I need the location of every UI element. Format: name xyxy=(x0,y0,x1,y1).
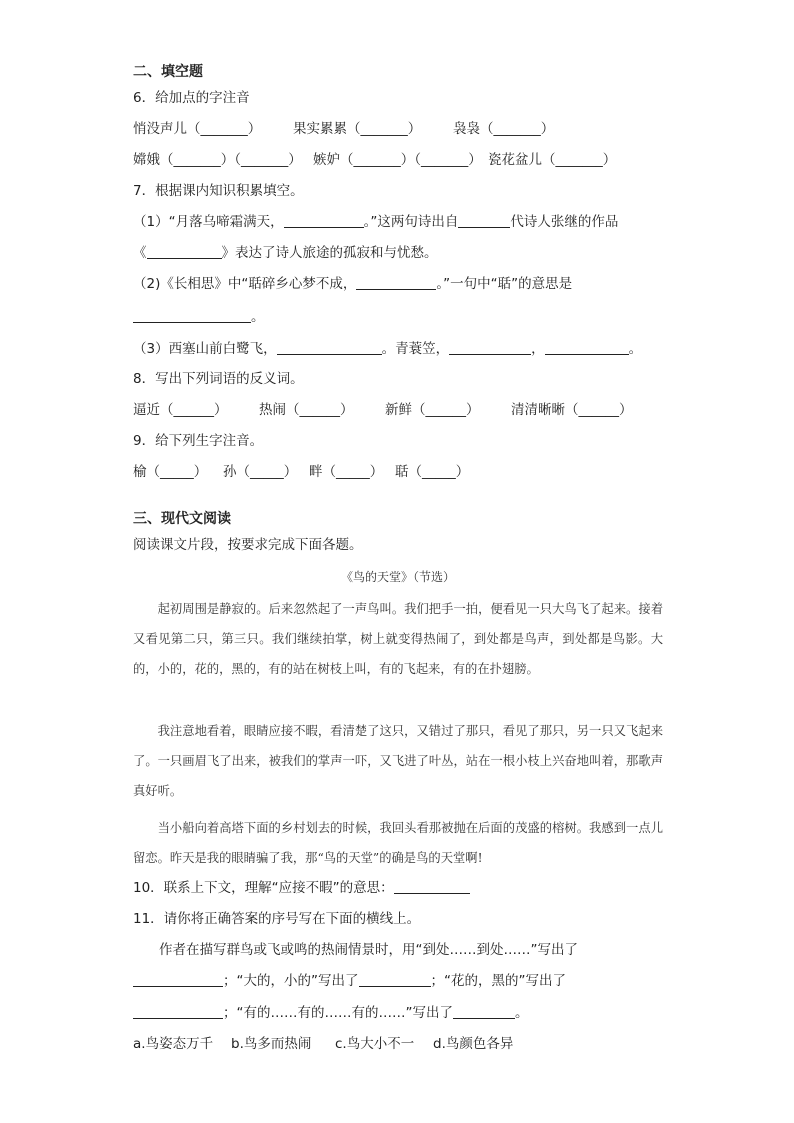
answer-blank[interactable] xyxy=(453,1004,515,1019)
answer-blank[interactable] xyxy=(458,213,510,228)
passage-title: 《鸟的天堂》（节选） xyxy=(340,570,455,584)
q8-item: 新鲜（______） xyxy=(385,402,480,418)
passage-text: 起初周围是静寂的。后来忽然起了一声鸟叫。我们把手一拍，便看见一只大鸟飞了起来。接着又看见第二只，第三只。我们继续拍掌，树上就变得热闹了，到处都是鸟声，到处都是鸟影。大的，小的，花的，黑的，有的站在树枝上叫，有的飞起来，有的在扑翅膀。 xyxy=(133,602,663,676)
q6-item: 嫉妒（_______）（_______） xyxy=(313,152,482,168)
q9-item: 孙（_____） xyxy=(223,464,298,480)
passage-paragraph-1 xyxy=(133,594,663,684)
q9-item: 聒（_____） xyxy=(395,464,470,480)
q6-item: 嫦娥（_______）（_______） xyxy=(133,152,302,168)
question-9-stem: 9．给下列生字注音。 xyxy=(133,433,264,449)
section-title-fill-in: 二、填空题 xyxy=(133,64,203,80)
passage-text: 我注意地看着，眼睛应接不暇，看清楚了这只，又错过了那只，看见了那只，另一只又飞起来了。一只画眉飞了出来，被我们的掌声一吓，又飞进了叶丛，站在一根小枝上兴奋地叫着，那歌声真好听。 xyxy=(133,724,663,798)
question-10 xyxy=(133,878,470,898)
answer-blank[interactable] xyxy=(284,213,364,228)
q7-text: （3）西塞山前白鹭飞， xyxy=(133,341,277,357)
q11-text: ；“有的……有的……有的……”写出了 xyxy=(223,1005,453,1021)
answer-blank[interactable] xyxy=(356,275,436,290)
answer-blank[interactable] xyxy=(133,308,251,323)
answer-blank[interactable] xyxy=(277,340,382,355)
q8-item: 逼近（______） xyxy=(133,402,228,418)
passage-text: 当小船向着高塔下面的乡村划去的时候，我回头看那被抛在后面的茂盛的榕树。我感到一点儿留恋。昨天是我的眼睛骗了我，那“鸟的天堂”的确是鸟的天堂啊! xyxy=(133,821,663,865)
option-b: b.鸟多而热闹 xyxy=(231,1036,312,1052)
q7-text: 。青蓑笠， xyxy=(381,341,450,357)
answer-blank[interactable] xyxy=(545,340,629,355)
q7-text: ， xyxy=(531,341,545,357)
question-11-options xyxy=(133,1034,513,1054)
q6-item: 果实累累（_______） xyxy=(293,121,422,137)
q7-text: 。 xyxy=(628,341,643,357)
question-6-row-1 xyxy=(133,119,554,139)
answer-blank[interactable] xyxy=(359,972,431,987)
q9-item: 畔（_____） xyxy=(309,464,384,480)
q11-text: ；“大的，小的”写出了 xyxy=(223,973,359,989)
option-c: c.鸟大小不一 xyxy=(335,1036,415,1052)
reading-intro: 阅读课文片段，按要求完成下面各题。 xyxy=(133,537,363,553)
q10-text: 10．联系上下文，理解“应接不暇”的意思： xyxy=(133,880,394,896)
q6-item: 瓷花盆儿（_______） xyxy=(488,152,617,168)
q7-text: （2)《长相思》中“聒碎乡心梦不成， xyxy=(133,276,357,292)
question-11-line-3 xyxy=(133,1003,529,1023)
question-8-items xyxy=(133,400,633,420)
question-7-part-1-cont xyxy=(133,243,438,263)
question-7-part-2-cont xyxy=(133,307,265,327)
passage-paragraph-2 xyxy=(133,716,663,806)
question-7-stem: 7．根据课内知识积累填空。 xyxy=(133,183,304,199)
question-7-part-3 xyxy=(133,339,642,359)
q6-item: 悄没声儿（_______） xyxy=(133,121,262,137)
answer-blank[interactable] xyxy=(133,972,223,987)
answer-blank[interactable] xyxy=(449,340,531,355)
section-title-reading: 三、现代文阅读 xyxy=(133,511,231,527)
question-11-line-1: 作者在描写群鸟或飞或鸣的热闹情景时，用“到处……到处……”写出了 xyxy=(159,942,578,958)
question-11-stem: 11．请你将正确答案的序号写在下面的横线上。 xyxy=(133,911,421,927)
question-8-stem: 8．写出下列词语的反义词。 xyxy=(133,371,304,387)
question-7-part-1 xyxy=(133,212,618,232)
question-6-row-2 xyxy=(133,150,616,170)
answer-blank[interactable] xyxy=(133,1004,223,1019)
question-7-part-2 xyxy=(133,274,572,294)
q7-text: 》表达了诗人旅途的孤寂和与忧愁。 xyxy=(221,245,438,261)
option-a: a.鸟姿态万千 xyxy=(133,1036,214,1052)
question-6-stem: 6．给加点的字注音 xyxy=(133,90,250,106)
passage-paragraph-3 xyxy=(133,813,663,873)
question-9-items xyxy=(133,462,469,482)
q7-text: 《 xyxy=(133,245,147,261)
q11-text: ；“花的，黑的”写出了 xyxy=(430,973,566,989)
q7-text: 代诗人张继的作品 xyxy=(510,214,619,230)
q7-text: 。 xyxy=(251,309,265,325)
q6-item: 袅袅（_______） xyxy=(453,121,555,137)
q11-text: 。 xyxy=(515,1005,529,1021)
q9-item: 榆（_____） xyxy=(133,464,208,480)
option-d: d.鸟颜色各异 xyxy=(433,1036,514,1052)
answer-blank[interactable] xyxy=(147,244,222,259)
q7-text: 。”一句中“聒”的意思是 xyxy=(436,276,573,292)
q8-item: 清清晰晰（______） xyxy=(511,402,633,418)
question-11-line-2 xyxy=(133,971,566,991)
q8-item: 热闹（______） xyxy=(259,402,354,418)
answer-blank[interactable] xyxy=(394,879,470,894)
q7-text: （1）“月落乌啼霜满天， xyxy=(133,214,284,230)
q7-text: 。”这两句诗出自 xyxy=(363,214,459,230)
